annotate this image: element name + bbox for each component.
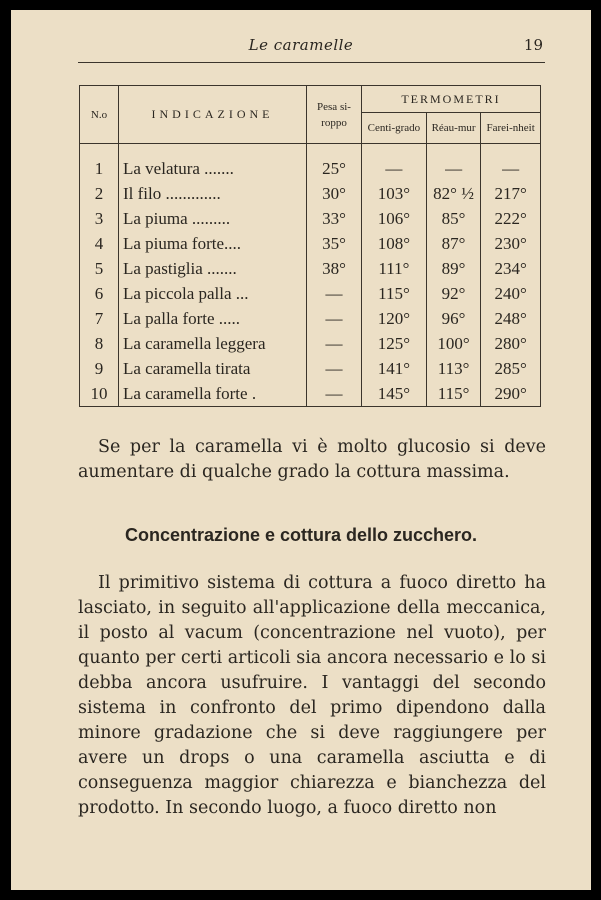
- table-row: [80, 181, 541, 206]
- cell-pesa: 33°: [307, 206, 362, 231]
- table-row: [80, 256, 541, 281]
- cell-indicazione: La palla forte .....: [119, 306, 307, 331]
- cell-number: 4: [80, 231, 119, 256]
- cell-centigrado: 106°: [362, 206, 427, 231]
- cell-centigrado: 103°: [362, 181, 427, 206]
- cell-indicazione: La velatura .......: [119, 156, 307, 181]
- cell-pesa: —: [307, 356, 362, 381]
- header-rule: [78, 62, 545, 63]
- running-header-title: Le caramelle: [248, 36, 354, 54]
- page-number: 19: [523, 36, 543, 54]
- cell-reaumur: —: [426, 156, 480, 181]
- cell-number: 3: [80, 206, 119, 231]
- cell-reaumur: 115°: [426, 381, 480, 407]
- book-page: [11, 10, 591, 890]
- cell-reaumur: 100°: [426, 331, 480, 356]
- cell-indicazione: La piuma .........: [119, 206, 307, 231]
- cell-fahrenheit: 240°: [481, 281, 541, 306]
- cell-centigrado: 111°: [362, 256, 427, 281]
- cell-reaumur: 92°: [426, 281, 480, 306]
- cell-fahrenheit: 248°: [481, 306, 541, 331]
- table-row: [80, 231, 541, 256]
- paragraph-cottura: Il primitivo sistema di cottura a fuoco diretto ha lasciato, in seguito all'applicazione della meccanica, il posto al vacum (concentrazione nel vuoto), per quanto per certi articoli sia ancora necessario e lo si debba ancora usufruire. I vantaggi del secondo sistema in confronto del primo dipendono dalla minore gradazione che si deve raggiungere per avere un drops o una caramella asciutta e di conseguenza maggior chiarezza e bianchezza del prodotto. In secondo luogo, a fuoco diretto non: [78, 573, 546, 818]
- cell-reaumur: 89°: [426, 256, 480, 281]
- table-spacer: [80, 144, 541, 157]
- cell-number: 1: [80, 156, 119, 181]
- cell-pesa: 35°: [307, 231, 362, 256]
- cell-centigrado: 125°: [362, 331, 427, 356]
- cell-pesa: —: [307, 381, 362, 407]
- cell-pesa: 38°: [307, 256, 362, 281]
- table-row: [80, 356, 541, 381]
- cell-pesa: 30°: [307, 181, 362, 206]
- col-header-indicazione: INDICAZIONE: [119, 86, 307, 144]
- cell-number: 6: [80, 281, 119, 306]
- col-header-fahrenheit: Farei-nheit: [481, 113, 541, 144]
- cell-pesa: —: [307, 306, 362, 331]
- cell-indicazione: La piccola palla ...: [119, 281, 307, 306]
- cell-fahrenheit: 222°: [481, 206, 541, 231]
- cell-pesa: —: [307, 281, 362, 306]
- cell-pesa: 25°: [307, 156, 362, 181]
- cell-reaumur: 82° ½: [426, 181, 480, 206]
- col-header-reaumur: Réau-mur: [426, 113, 480, 144]
- col-header-pesa-sciroppo: Pesa si-roppo: [307, 86, 362, 144]
- col-header-termometri: TERMOMETRI: [362, 86, 541, 113]
- cell-centigrado: 115°: [362, 281, 427, 306]
- cell-indicazione: Il filo .............: [119, 181, 307, 206]
- cell-number: 5: [80, 256, 119, 281]
- paragraph-glucosio: Se per la caramella vi è molto glucosio si deve aumentare di qualche grado la cottura massima.: [78, 437, 546, 482]
- cell-indicazione: La caramella forte .: [119, 381, 307, 407]
- cell-number: 10: [80, 381, 119, 407]
- cell-number: 2: [80, 181, 119, 206]
- cell-indicazione: La pastiglia .......: [119, 256, 307, 281]
- col-header-number: N.o: [80, 86, 119, 144]
- section-heading: Concentrazione e cottura dello zucchero.: [124, 525, 478, 545]
- table-row: [80, 306, 541, 331]
- cell-fahrenheit: 217°: [481, 181, 541, 206]
- cell-reaumur: 85°: [426, 206, 480, 231]
- cell-centigrado: 120°: [362, 306, 427, 331]
- table-row: [80, 206, 541, 231]
- cell-number: 7: [80, 306, 119, 331]
- cell-indicazione: La caramella leggera: [119, 331, 307, 356]
- cell-indicazione: La caramella tirata: [119, 356, 307, 381]
- cell-fahrenheit: —: [481, 156, 541, 181]
- cell-fahrenheit: 234°: [481, 256, 541, 281]
- cell-centigrado: —: [362, 156, 427, 181]
- cell-pesa: —: [307, 331, 362, 356]
- table-row: [80, 331, 541, 356]
- cell-centigrado: 108°: [362, 231, 427, 256]
- cell-number: 8: [80, 331, 119, 356]
- table-row: [80, 281, 541, 306]
- table-row: [80, 156, 541, 181]
- cell-fahrenheit: 285°: [481, 356, 541, 381]
- table-row: [80, 381, 541, 407]
- cell-centigrado: 145°: [362, 381, 427, 407]
- cell-indicazione: La piuma forte....: [119, 231, 307, 256]
- cell-fahrenheit: 280°: [481, 331, 541, 356]
- temperature-table: [79, 85, 541, 407]
- cell-reaumur: 113°: [426, 356, 480, 381]
- cell-fahrenheit: 290°: [481, 381, 541, 407]
- col-header-centigrado: Centi-grado: [362, 113, 427, 144]
- cell-centigrado: 141°: [362, 356, 427, 381]
- cell-fahrenheit: 230°: [481, 231, 541, 256]
- cell-reaumur: 96°: [426, 306, 480, 331]
- cell-number: 9: [80, 356, 119, 381]
- cell-reaumur: 87°: [426, 231, 480, 256]
